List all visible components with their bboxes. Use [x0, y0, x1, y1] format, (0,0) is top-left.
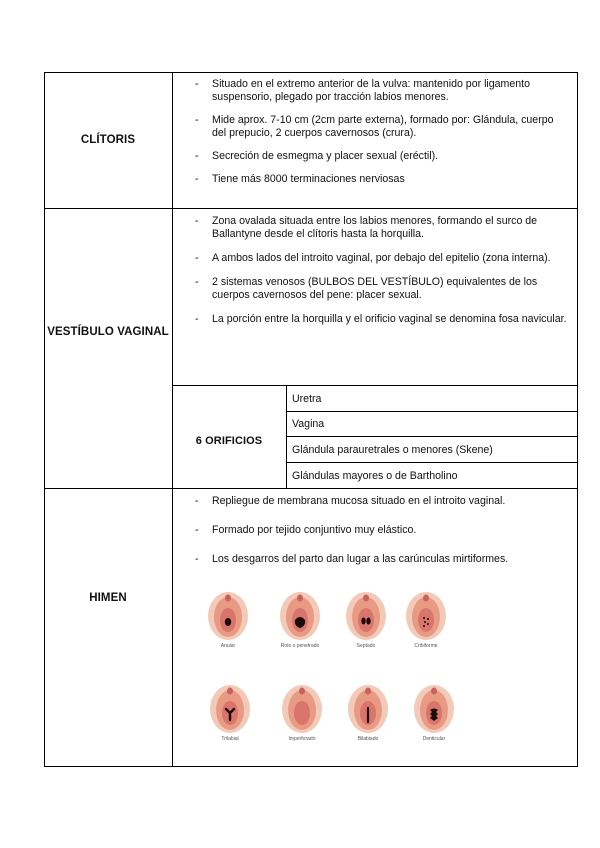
- hymen-type-7: [404, 677, 464, 742]
- orificio-skene: Glándula parauretrales o menores (Skene): [292, 444, 493, 456]
- list-item: - Secreción de esmegma y placer sexual (eréctil).: [190, 150, 570, 163]
- list-item: - A ambos lados del introito vaginal, por debajo del epitelio (zona interna).: [190, 252, 570, 265]
- orificio-bartholino: Glándulas mayores o de Bartholino: [292, 470, 458, 482]
- list-item: - La porción entre la horquilla y el orificio vaginal se denomina fosa navicular.: [190, 313, 570, 326]
- list-item: - Zona ovalada situada entre los labios menores, formando el surco de Ballantyne desde el clítoris hasta la horquilla.: [190, 215, 570, 241]
- orificios-label: 6 ORIFICIOS: [195, 435, 263, 447]
- column-divider: [172, 72, 173, 767]
- orificio-divider-1: [286, 411, 578, 412]
- orificios-column-divider: [286, 385, 287, 488]
- table-border-bottom: [44, 766, 578, 767]
- list-item: - Tiene más 8000 terminaciones nerviosas: [190, 173, 570, 186]
- list-item: - Mide aprox. 7-10 cm (2cm parte externa), formado por: Glándula, cuerpo del prepucio, 2 cuerpos cavernosos (crura).: [190, 114, 570, 140]
- himen-list: [190, 495, 570, 566]
- orificio-divider-3: [286, 462, 578, 463]
- hymen-type-caption: Denticular: [422, 736, 446, 742]
- hymen-type-caption: Septado: [356, 643, 376, 649]
- hymen-type-5: [272, 677, 332, 742]
- hymen-type-2: [336, 584, 396, 649]
- vestibulo-list: [190, 215, 570, 326]
- hymen-type-caption: Imperforado: [288, 736, 316, 742]
- orificios-divider: [172, 385, 578, 386]
- anatomy-table: [44, 72, 578, 767]
- row-divider-1: [44, 208, 578, 209]
- himen-label: HIMEN: [89, 592, 127, 604]
- hymen-type-caption: Cribiforme: [414, 643, 438, 649]
- hymen-type-4: [200, 677, 260, 742]
- clitoris-label: CLÍTORIS: [80, 134, 136, 146]
- hymen-type-6: [338, 677, 398, 742]
- hymen-type-caption: Bilabiado: [357, 736, 379, 742]
- table-border-right: [577, 72, 578, 767]
- hymen-type-caption: Roto o penetrado: [280, 643, 320, 649]
- hymen-type-3: [396, 584, 456, 649]
- hymen-type-caption: Trilabial: [221, 736, 239, 742]
- table-border-left: [44, 72, 45, 767]
- vestibulo-label: VESTÍBULO VAGINAL: [47, 326, 169, 338]
- clitoris-list: [190, 78, 570, 186]
- hymen-type-0: [198, 584, 258, 649]
- hymen-type-caption: Anular: [220, 643, 236, 649]
- table-border-top: [44, 72, 578, 73]
- hymen-type-1: [270, 584, 330, 649]
- list-item: - Formado por tejido conjuntivo muy elástico.: [190, 524, 570, 537]
- list-item: - 2 sistemas venosos (BULBOS DEL VESTÍBULO) equivalentes de los cuerpos cavernosos del pene: placer sexual.: [190, 276, 570, 302]
- orificio-divider-2: [286, 436, 578, 437]
- list-item: - Los desgarros del parto dan lugar a las carúnculas mirtiformes.: [190, 553, 570, 566]
- orificio-uretra: Uretra: [292, 393, 322, 405]
- row-divider-2: [44, 488, 578, 489]
- orificio-vagina: Vagina: [292, 418, 325, 430]
- list-item: - Situado en el extremo anterior de la vulva: mantenido por ligamento suspensorio, plegado por tracción labios menores.: [190, 78, 570, 104]
- list-item: - Repliegue de membrana mucosa situado en el introito vaginal.: [190, 495, 570, 508]
